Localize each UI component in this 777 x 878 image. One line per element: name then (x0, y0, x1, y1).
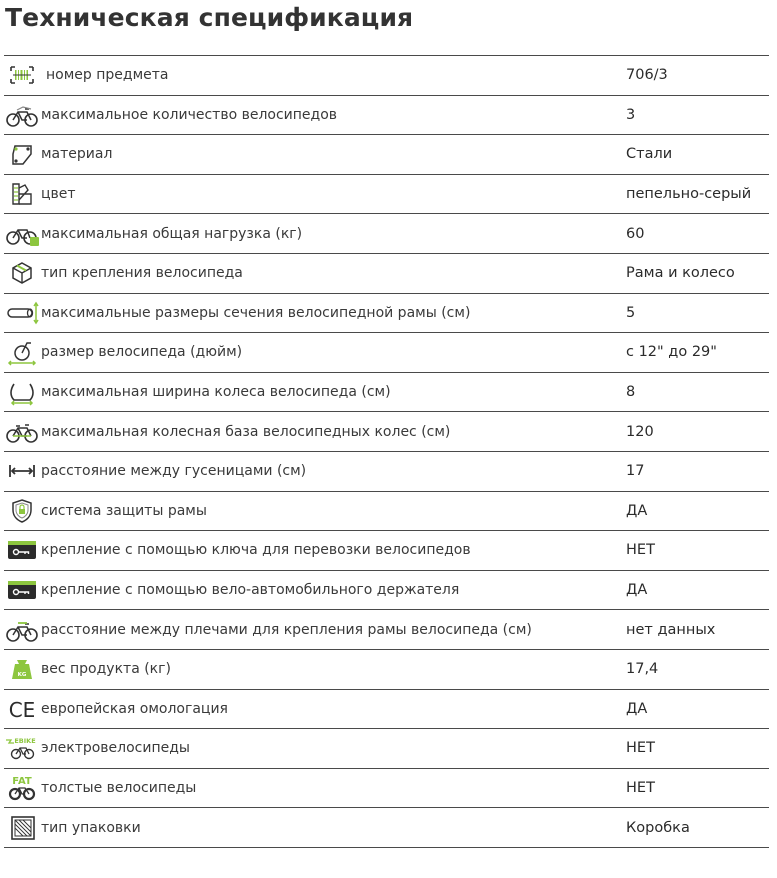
spec-value: 5 (626, 304, 636, 321)
spec-row-color (4, 175, 769, 215)
spec-value: ДА (626, 700, 648, 717)
spec-label: максимальное количество велосипедов (41, 106, 338, 123)
key-lock-icon (4, 535, 40, 565)
spec-label: цвет (41, 186, 76, 203)
spec-row-ebikes (4, 729, 769, 769)
spec-label: максимальные размеры сечения велосипедной рамы (см) (41, 304, 471, 321)
fat-icon-text: FAT (12, 775, 32, 787)
weight-kg-icon (4, 654, 40, 684)
spec-row-homologation (4, 690, 769, 730)
spec-label: максимальная ширина колеса велосипеда (см) (41, 384, 391, 401)
weight-icon-text: KG (17, 672, 27, 679)
ce-mark-text: CE (8, 697, 36, 722)
page-title: Техническая спецификация (5, 3, 414, 32)
spec-row-material (4, 135, 769, 175)
spec-row-max-load (4, 214, 769, 254)
spec-row-max-bikes (4, 96, 769, 136)
spec-label: европейская омологация (41, 700, 228, 717)
spec-value: 120 (626, 423, 654, 440)
spec-value: ДА (626, 502, 648, 519)
spec-row-arm-distance (4, 610, 769, 650)
spec-row-key-lock (4, 531, 769, 571)
spec-row-bike-size (4, 333, 769, 373)
spec-row-packaging (4, 808, 769, 848)
spec-value: 706/3 (626, 67, 668, 84)
spec-row-wheelbase (4, 412, 769, 452)
spec-value: с 12" до 29" (626, 344, 717, 361)
tire-width-icon (4, 377, 40, 407)
bike-weight-icon (4, 219, 40, 249)
spec-label: крепление с помощью ключа для перевозки велосипедов (41, 542, 471, 559)
color-swatch-icon (4, 179, 40, 209)
car-holder-lock-icon (4, 575, 40, 605)
spec-label: расстояние между гусеницами (см) (41, 463, 307, 480)
spec-value: НЕТ (626, 779, 655, 796)
rail-distance-icon (4, 456, 40, 486)
spec-label: тип упаковки (41, 819, 141, 836)
wheelbase-icon (4, 417, 40, 447)
mount-type-icon (4, 258, 40, 288)
packaging-box-icon (4, 813, 40, 843)
spec-label: размер велосипеда (дюйм) (41, 344, 243, 361)
spec-label: максимальная общая нагрузка (кг) (41, 225, 303, 242)
ebike-icon-text: EBIKE (14, 737, 36, 746)
spec-row-frame-protection (4, 492, 769, 532)
spec-value: Рама и колесо (626, 265, 735, 282)
spec-label: тип крепления велосипеда (41, 265, 243, 282)
spec-row-item-number (4, 56, 769, 96)
spec-value: НЕТ (626, 542, 655, 559)
spec-label: максимальная колесная база велосипедных колес (см) (41, 423, 451, 440)
arm-distance-icon (4, 615, 40, 645)
spec-row-fat-bikes (4, 769, 769, 809)
spec-label: электровелосипеды (41, 740, 190, 757)
spec-row-product-weight (4, 650, 769, 690)
spec-value: Коробка (626, 819, 690, 836)
spec-label: расстояние между плечами для крепления рамы велосипеда (см) (41, 621, 532, 638)
spec-row-car-holder-lock (4, 571, 769, 611)
fat-bike-icon (4, 773, 40, 803)
spec-label: материал (41, 146, 113, 163)
spec-value: 8 (626, 384, 636, 401)
spec-value: Стали (626, 146, 673, 163)
frame-section-icon (4, 298, 40, 328)
wheel-size-icon (4, 337, 40, 367)
spec-value: НЕТ (626, 740, 655, 757)
spec-value: 17,4 (626, 661, 659, 678)
spec-value: пепельно-серый (626, 186, 752, 203)
barcode-icon (4, 60, 40, 90)
spec-row-wheel-width (4, 373, 769, 413)
material-icon (4, 139, 40, 169)
spec-row-rail-distance (4, 452, 769, 492)
spec-label: номер предмета (46, 67, 169, 84)
spec-row-mount-type (4, 254, 769, 294)
spec-value: нет данных (626, 621, 716, 638)
spec-value: ДА (626, 582, 648, 599)
spec-value: 17 (626, 463, 645, 480)
spec-label: толстые велосипеды (41, 779, 197, 796)
spec-label: крепление с помощью вело-автомобильного держателя (41, 582, 460, 599)
spec-label: система защиты рамы (41, 502, 207, 519)
ebike-icon (4, 733, 40, 763)
spec-row-frame-section (4, 294, 769, 334)
spec-value: 3 (626, 106, 636, 123)
bicycles-icon (4, 100, 40, 130)
frame-lock-shield-icon (4, 496, 40, 526)
spec-value: 60 (626, 225, 645, 242)
spec-table (4, 55, 769, 848)
spec-label: вес продукта (кг) (41, 661, 171, 678)
ce-mark-icon (4, 694, 40, 724)
